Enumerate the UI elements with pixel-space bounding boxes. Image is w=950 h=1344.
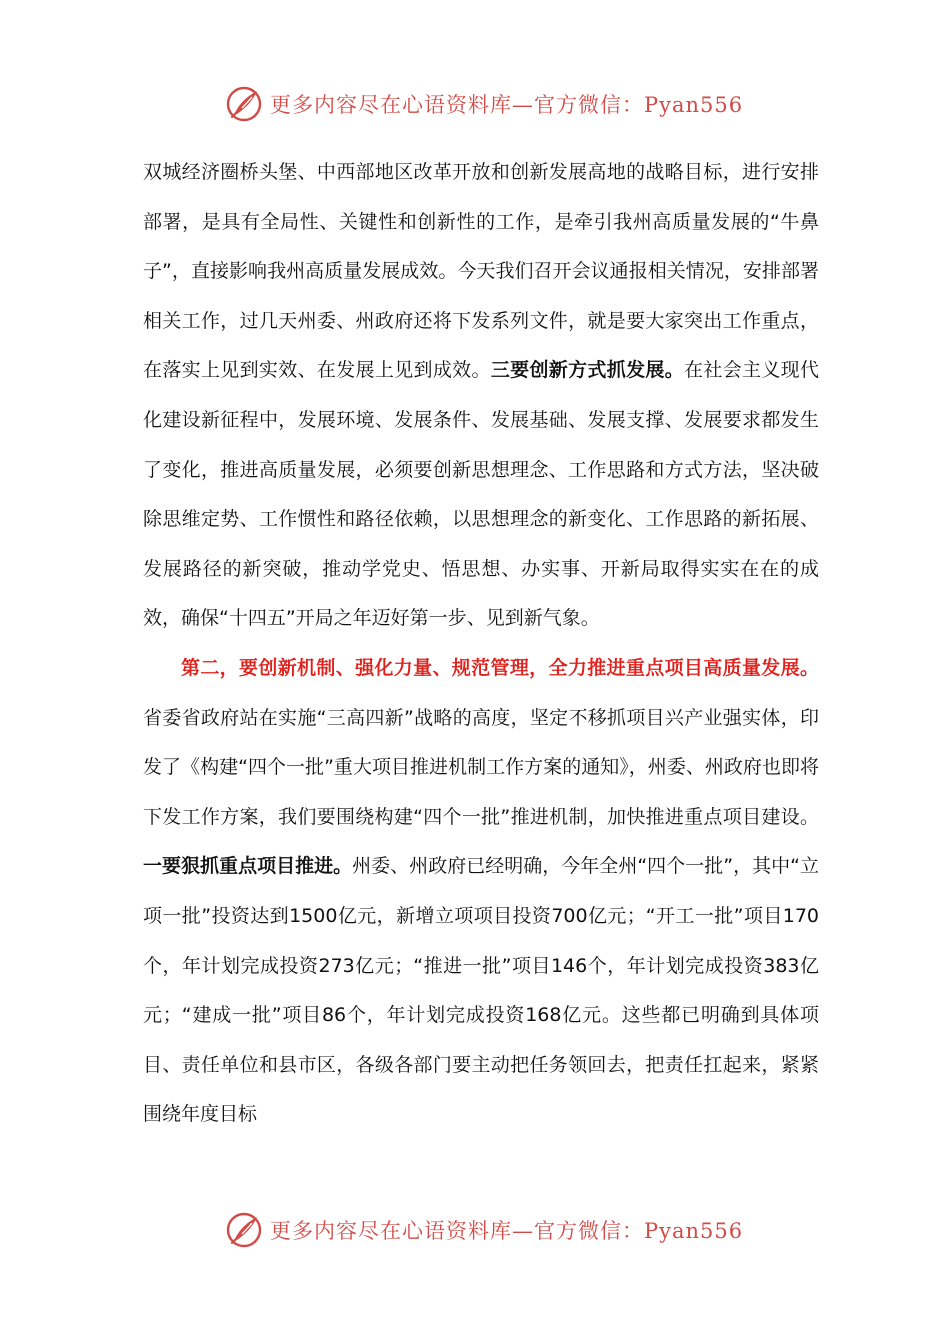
- watermark-text: 更多内容尽在心语资料库—官方微信：Pyan556: [270, 93, 744, 117]
- body-text: [143, 148, 819, 1140]
- header-watermark: [224, 84, 743, 124]
- paragraph: [143, 644, 819, 1140]
- bold-subheading: 三要创新方式抓发展。: [490, 359, 685, 382]
- bold-subheading: 一要狠抓重点项目推进。: [143, 855, 353, 878]
- text-run: 省委省政府站在实施“三高四新”战略的高度，坚定不移抓项目兴产业强实体，印发了《构建“四个一批”重大项目推进机制工作方案的通知》，州委、州政府也即将下发工作方案，我们要围绕构建“四个一批”推进机制，加快推进重点项目建设。: [143, 706, 819, 828]
- text-run: 双城经济圈桥头堡、中西部地区改革开放和创新发展高地的战略目标，进行安排部署，是具有全局性、关键性和创新性的工作，是牵引我州高质量发展的“牛鼻子”，直接影响我州高质量发展成效。今天我们召开会议通报相关情况，安排部署相关工作，过几天州委、州政府还将下发系列文件，就是要大家突出工作重点，在落实上见到实效、在发展上见到成效。: [143, 161, 819, 382]
- text-run: 州委、州政府已经明确，今年全州“四个一批”，其中“立项一批”投资达到1500亿元，新增立项项目投资700亿元；“开工一批”项目170个，年计划完成投资273亿元；“推进一批”项目146个，年计划完成投资383亿元；“建成一批”项目86个，年计划完成投资168亿元。这些都已明确到具体项目、责任单位和县市区，各级各部门要主动把任务领回去，把责任扛起来，紧紧围绕年度目标: [143, 855, 819, 1126]
- footer-watermark: [224, 1210, 743, 1250]
- watermark-text: 更多内容尽在心语资料库—官方微信：Pyan556: [270, 1219, 744, 1243]
- section-heading: 第二，要创新机制、强化力量、规范管理，全力推进重点项目高质量发展。: [181, 656, 819, 679]
- quill-logo-icon: [224, 1210, 264, 1250]
- text-run: 在社会主义现代化建设新征程中，发展环境、发展条件、发展基础、发展支撑、发展要求都发生了变化，推进高质量发展，必须要创新思想理念、工作思路和方式方法，坚决破除思维定势、工作惯性和路径依赖，以思想理念的新变化、工作思路的新拓展、发展路径的新突破，推动学党史、悟思想、办实事、开新局取得实实在在的成效，确保“十四五”开局之年迈好第一步、见到新气象。: [143, 359, 819, 630]
- paragraph: [143, 148, 819, 644]
- quill-logo-icon: [224, 84, 264, 124]
